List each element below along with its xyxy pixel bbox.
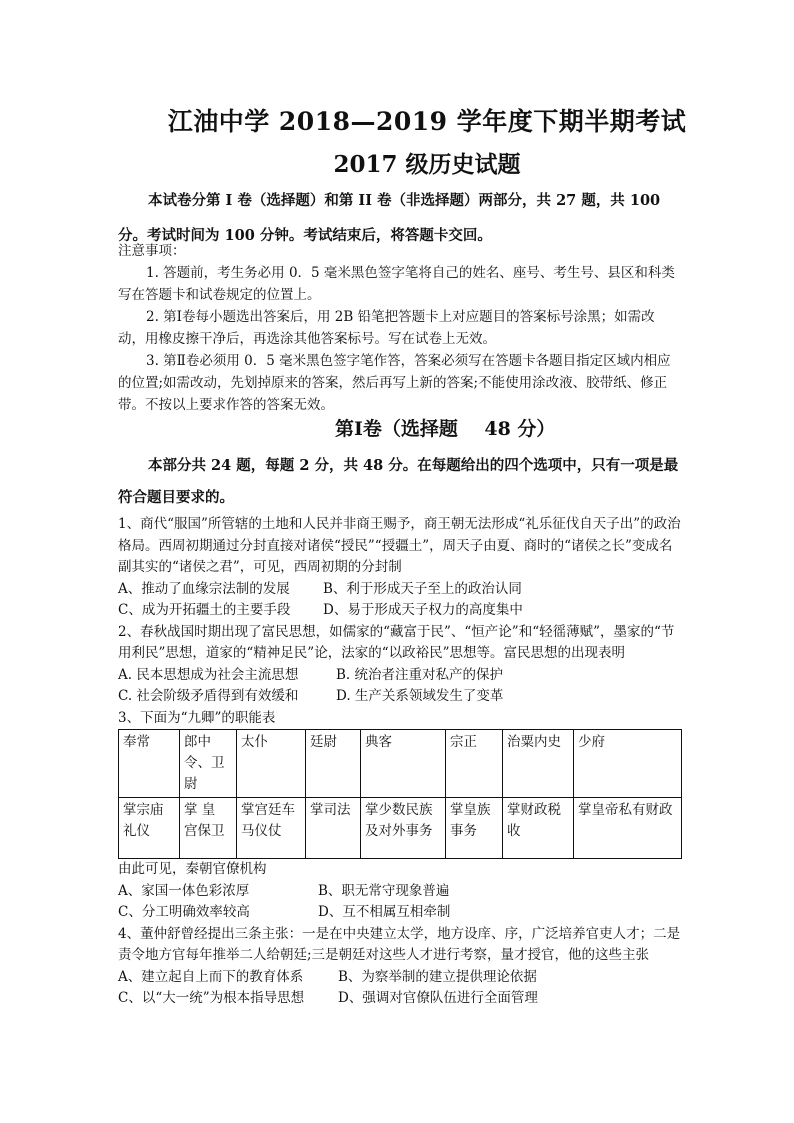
- table-cell: 治粟内史: [503, 730, 574, 798]
- table-header-row: [119, 730, 682, 798]
- question-stem: 4、董仲舒曾经提出三条主张：一是在中央建立太学，地方设庠、序，广泛培养官吏人才；二是责令地方官每年推举二人给朝廷;三是朝廷对这些人才进行考察，量才授官，他的这些主张: [118, 925, 681, 963]
- option-d: D、易于形成天子权力的高度集中: [323, 602, 523, 618]
- table-cell: 少府: [574, 730, 682, 798]
- option-d: D、互不相属互相牵制: [318, 904, 451, 920]
- option-row: [118, 967, 682, 989]
- notice-item: 2. 第Ⅰ卷每小题选出答案后，用 2B 铅笔把答题卡上对应题目的答案标号涂黑；如需改动，用橡皮擦干净后，再选涂其他答案标号。写在试卷上无效。: [118, 309, 655, 347]
- table-cell: 太仆: [237, 730, 306, 798]
- notice-list: [118, 262, 680, 416]
- option-c: C、以“大一统”为根本指导思想: [118, 990, 305, 1006]
- table-row: [119, 798, 682, 859]
- option-c: C、分工明确效率较高: [118, 904, 250, 920]
- section-title: 第Ⅰ卷（选择题 48 分）: [335, 418, 556, 440]
- option-row: [118, 881, 682, 903]
- option-a: A、建立起自上而下的教育体系: [118, 968, 304, 985]
- table-cell: 郎中令、卫尉: [180, 730, 237, 798]
- option-row: [118, 579, 682, 601]
- table-cell: 掌宫廷车马仪仗: [237, 798, 306, 859]
- question-stem: 2、春秋战国时期出现了富民思想，如儒家的“藏富于民”、“恒产论”和“轻徭薄赋”，墨家的“节用利民”思想，道家的“精神足民”论，法家的“以政裕民”思想等。富民思想的出现表明: [118, 623, 675, 661]
- option-row: [118, 902, 682, 924]
- nine-ministers-table: [118, 729, 682, 859]
- question-followup: 由此可见，秦朝官僚机构: [118, 861, 267, 877]
- option-c: C、成为开拓疆土的主要手段: [118, 602, 291, 618]
- table-cell: 掌宗庙礼仪: [119, 798, 180, 859]
- option-row: [118, 665, 682, 687]
- question-stem: 1、商代“服国”所管辖的土地和人民并非商王赐予，商王朝无法形成“礼乐征伐自天子出”的政治格局。西周初期通过分封直接对诸侯“授民”“授疆土”，周天子由夏、商时的“诸侯之长”变成名副其实的“诸侯之君”，可见，西周初期的分封制: [118, 516, 681, 575]
- question-2: [118, 622, 682, 708]
- notice-title: 注意事项：: [118, 243, 186, 259]
- option-a: A、推动了血缘宗法制的发展: [118, 580, 290, 597]
- question-stem: 3、下面为“九卿”的职能表: [118, 709, 276, 726]
- table-cell: 掌财政税收: [503, 798, 574, 859]
- question-list: [118, 514, 682, 1010]
- option-d: D. 生产关系领域发生了变革: [336, 688, 504, 704]
- option-c: C. 社会阶级矛盾得到有效缓和: [118, 688, 299, 704]
- option-row: [118, 600, 682, 622]
- option-b: B、为察举制的建立提供理论依据: [338, 968, 537, 985]
- option-b: B. 统治者注重对私产的保护: [336, 666, 504, 683]
- table-cell: 廷尉: [306, 730, 361, 798]
- option-a: A. 民本思想成为社会主流思想: [118, 666, 299, 683]
- table-cell: 掌少数民族及对外事务: [361, 798, 446, 859]
- option-d: D、强调对官僚队伍进行全面管理: [338, 990, 538, 1006]
- section-intro: 本部分共 24 题，每题 2 分，共 48 分。在每题给出的四个选项中，只有一项是最符合题目要求的。: [118, 457, 679, 506]
- table-cell: 宗正: [446, 730, 503, 798]
- question-3: [118, 708, 682, 924]
- table-cell: 掌司法: [306, 798, 361, 859]
- exam-subtitle: 2017 级历史试题: [333, 151, 521, 178]
- notice-item: 1. 答题前，考生务必用 0．5 毫米黑色签字笔将自己的姓名、座号、考生号、县区和科类写在答题卡和试卷规定的位置上。: [118, 265, 675, 303]
- table-cell: 掌皇帝私有财政: [574, 798, 682, 859]
- exam-title: 江油中学 2018—2019 学年度下期半期考试: [167, 107, 687, 136]
- option-b: B、职无常守现象普遍: [318, 882, 450, 899]
- option-b: B、利于形成天子至上的政治认同: [323, 580, 522, 597]
- option-row: [118, 686, 682, 708]
- question-4: [118, 924, 682, 1010]
- option-row: [118, 988, 682, 1010]
- table-cell: 典客: [361, 730, 446, 798]
- table-cell: 奉常: [119, 730, 180, 798]
- exam-intro: 本试卷分第 I 卷（选择题）和第 II 卷（非选择题）两部分，共 27 题，共 100 分。考试时间为 100 分钟。考试结束后，将答题卡交回。: [118, 192, 661, 244]
- option-a: A、家国一体色彩浓厚: [118, 882, 250, 899]
- notice-item: 3. 第Ⅱ卷必须用 0．5 毫米黑色签字笔作答，答案必须写在答题卡各题目指定区域内相应的位置;如需改动，先划掉原来的答案，然后再写上新的答案;不能使用涂改液、胶带纸、修正带。不按以上要求作答的答案无效。: [118, 353, 671, 413]
- table-cell: 掌皇族事务: [446, 798, 503, 859]
- question-1: [118, 514, 682, 622]
- table-cell: 掌 皇 宫保卫: [180, 798, 237, 859]
